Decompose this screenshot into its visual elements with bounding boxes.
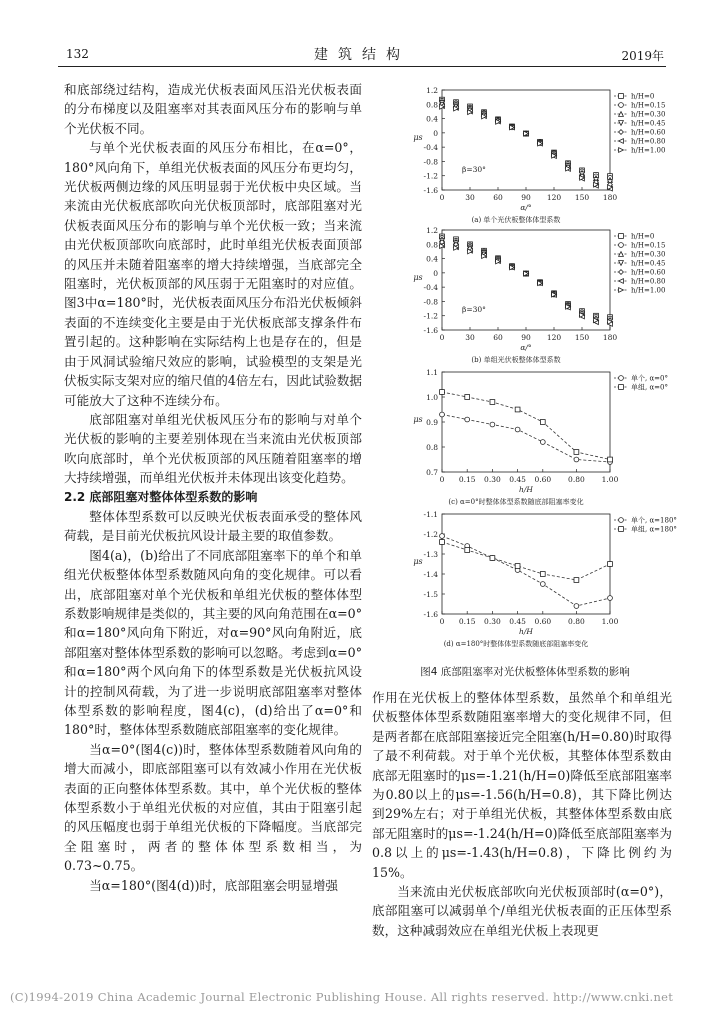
plot-frame xyxy=(442,514,610,614)
x-tick-label: 0.30 xyxy=(484,617,501,626)
panel-title: (a) 单个光伏板整体体型系数 xyxy=(471,216,561,224)
y-tick-label: -1.4 xyxy=(423,570,438,579)
data-point xyxy=(465,417,470,422)
legend-label: h/H=0.15 xyxy=(631,241,666,250)
x-tick-label: 150 xyxy=(574,193,590,202)
x-tick-label: 0.60 xyxy=(534,475,552,484)
legend-label: h/H=1.00 xyxy=(631,286,666,295)
legend-label: h/H=1.00 xyxy=(631,146,666,155)
data-point xyxy=(574,450,579,455)
y-tick-label: -1.6 xyxy=(423,326,438,335)
x-tick-label: 120 xyxy=(546,193,562,202)
data-point xyxy=(440,412,445,417)
x-tick-label: 0.45 xyxy=(509,617,526,626)
data-point xyxy=(465,395,470,400)
legend-marker xyxy=(619,527,624,532)
y-tick-label: 0.4 xyxy=(426,254,438,264)
y-tick-label: -0.8 xyxy=(423,297,438,307)
legend-label: h/H=0.15 xyxy=(631,101,666,110)
x-tick-label: 0 xyxy=(439,475,445,484)
x-axis-label: α/° xyxy=(520,203,532,212)
data-point xyxy=(515,427,520,432)
y-axis-label: μs xyxy=(413,415,423,424)
figure-caption: 图4 底部阻塞率对光伏板整体体型系数的影响 xyxy=(420,666,630,678)
y-tick-label: -1.6 xyxy=(423,186,438,195)
y-tick-label: 0.7 xyxy=(426,468,438,477)
data-point xyxy=(540,572,545,577)
series-line xyxy=(442,392,610,460)
legend-marker xyxy=(619,385,624,390)
y-axis-label: μs xyxy=(413,273,423,282)
legend-marker xyxy=(619,234,624,239)
y-tick-label: 0.8 xyxy=(426,443,438,452)
footer-copyright: (C)1994-2019 China Academic Journal Electronic Publishing House. All rights reserved. http://www.cnki.net xyxy=(10,990,674,1004)
data-point xyxy=(465,548,470,553)
paragraph: 当α=180°(图4(d))时，底部阻塞会明显增强 xyxy=(89,877,339,893)
paragraph: 与单个光伏板表面的风压分布相比，在α=0°，180°风向角下，单组光伏板表面的风压分布更均匀，光伏板两侧边缘的风压明显弱于光伏板中央区域。当来流由光伏板底部吹向光伏板顶部时，底部阻塞对光伏板表面风压分布的影响与单个光伏板一致；当来流由光伏板顶部吹向底部时，此时单组光伏板表面顶部的风压并未随着阻塞率的增大持续增强，当底部完全阻塞时，光伏板顶部的风压弱于无阻塞时的对应值。图3中α=180°时，光伏板表面风压分布沿光伏板倾斜表面的不连续变化主要是由于光伏板底部支撑条件布置引起的。这种影响在实际结构上也是存在的，但是由于风洞试验缩尺效应的影响，试验模型的支架是光伏板实际支架对应的缩尺值的4倍左右，因此试验数据可能放大了这种不连续分布。 xyxy=(64,140,362,408)
x-tick-label: 0 xyxy=(439,193,445,202)
figure-4-svg xyxy=(402,80,677,660)
x-tick-label: 90 xyxy=(521,193,531,202)
legend-marker xyxy=(619,94,624,99)
legend-label: h/H=0.30 xyxy=(631,110,666,119)
data-point xyxy=(574,604,579,609)
left-column xyxy=(64,80,362,895)
legend-label: h/H=0.45 xyxy=(631,119,666,128)
legend-label: 单组, α=180° xyxy=(631,525,677,534)
legend-marker xyxy=(619,288,624,293)
data-point xyxy=(574,578,579,583)
legend-marker xyxy=(619,270,624,275)
x-tick-label: 0 xyxy=(439,617,445,626)
legend-label: 单组, α=0° xyxy=(631,383,668,392)
y-tick-label: 0 xyxy=(433,268,438,278)
legend-marker xyxy=(619,518,624,523)
panel-title: (c) α=0°时整体体型系数随底部阻塞率变化 xyxy=(448,498,584,506)
y-tick-label: -1.6 xyxy=(423,610,438,619)
y-tick-label: 0.8 xyxy=(426,240,438,250)
x-tick-label: 180 xyxy=(602,193,618,202)
data-point xyxy=(608,596,613,601)
y-tick-label: 0.4 xyxy=(426,114,438,124)
legend-label: h/H=0.30 xyxy=(631,250,666,259)
paragraph: 当α=0°(图4(c))时，整体体型系数随着风向角的增大而减小，即底部阻塞可以有效减小作用在光伏板表面的正向整体体型系数。其中，单个光伏板的整体体型系数小于单组光伏板的对应值，其由于阻塞引起的风压幅度也弱于单组光伏板的下降幅度。当底部完全阻塞时，两者的整体体型系数相当，为0.73~0.75。 xyxy=(64,741,362,874)
paragraph: 图4(a)，(b)给出了不同底部阻塞率下的单个和单组光伏板整体体型系数随风向角的变化规律。可以看出，底部阻塞对单个光伏板和单组光伏板的整体体型系数影响规律是类似的，其主要的风向角范围在α=0°和α=180°风向角下附近，对α=90°风向角附近，底部阻塞对整体体型系数的影响可以忽略。考虑到α=0°和α=180°两个风向角下的体型系数是光伏板抗风设计的控制风荷载，为了进一步说明底部阻塞率对整体体型系数的影响程度，图4(c)，(d)给出了α=0°和180°时，整体体型系数随底部阻塞率的变化规律。 xyxy=(64,547,362,738)
x-tick-label: 0.15 xyxy=(458,617,476,626)
journal-title: 建筑结构 xyxy=(314,47,410,63)
y-tick-label: -1.5 xyxy=(423,590,438,599)
y-tick-label: -0.8 xyxy=(423,157,438,167)
legend-label: h/H=0 xyxy=(631,232,655,241)
legend-marker xyxy=(619,279,624,284)
legend-label: h/H=0.80 xyxy=(631,137,666,146)
legend-marker xyxy=(619,148,624,153)
legend-marker xyxy=(619,130,624,135)
legend-label: h/H=0.45 xyxy=(631,259,666,268)
data-point xyxy=(440,540,445,545)
y-tick-label: -1.3 xyxy=(423,550,438,559)
right-column xyxy=(372,688,672,940)
panel-title: (d) α=180°时整体体型系数随底部阻塞率变化 xyxy=(443,640,589,648)
paragraph: 作用在光伏板上的整体体型系数，虽然单个和单组光伏板整体体型系数随阻塞率增大的变化规律不同，但是两者都在底部阻塞接近完全阻塞(h/H=0.80)时取得了最不利荷载。对于单个光伏板，其整体体型系数由底部无阻塞时的μs=-1.21(h/H=0)降低至底部阻塞率为0.80以上的μs=-1.56(h/H=0.8)，其下降比例达到29%左右；对于单组光伏板，其整体体型系数由底部无阻塞时的μs=-1.24(h/H=0)降低至底部阻塞率为0.8以上的μs=-1.43(h/H=0.8)，下降比例约为15%。 xyxy=(372,690,672,880)
x-tick-label: 150 xyxy=(574,333,590,342)
journal-year: 2019年 xyxy=(621,49,664,63)
y-tick-label: 0 xyxy=(433,128,438,138)
y-tick-label: 1.1 xyxy=(426,368,438,377)
y-tick-label: -1.2 xyxy=(423,311,438,321)
x-tick-label: 60 xyxy=(493,333,503,342)
y-tick-label: 1.0 xyxy=(426,393,438,402)
data-point xyxy=(440,390,445,395)
x-tick-label: 60 xyxy=(493,193,503,202)
x-tick-label: 0.45 xyxy=(509,475,526,484)
y-tick-label: 1.2 xyxy=(426,226,438,235)
legend-label: 单个, α=180° xyxy=(631,516,677,525)
y-tick-label: 0.8 xyxy=(426,100,438,110)
x-axis-label: α/° xyxy=(520,343,532,352)
beta-annotation: β=30° xyxy=(462,305,486,314)
section-heading: 2.2 底部阻塞对整体体型系数的影响 xyxy=(64,489,258,504)
x-tick-label: 120 xyxy=(546,333,562,342)
y-tick-label: 0.9 xyxy=(426,418,438,427)
paragraph: 底部阻塞对单组光伏板风压分布的影响与对单个光伏板的影响的主要差别体现在当来流由光伏板顶部吹向底部时，单个光伏板顶部的风压随着阻塞率的增大持续增强，而单组光伏板并未体现出该变化趋势。 xyxy=(64,411,362,486)
x-tick-label: 0.80 xyxy=(568,617,585,626)
data-point xyxy=(515,407,520,412)
paragraph: 当来流由光伏板底部吹向光伏板顶部时(α=0°)，底部阻塞可以减弱单个/单组光伏板表面的正压体型系数，这种减弱效应在单组光伏板上表现更 xyxy=(372,884,672,938)
data-point xyxy=(540,440,545,445)
y-tick-label: -1.1 xyxy=(423,510,438,519)
page-header xyxy=(58,44,666,67)
x-tick-label: 0.60 xyxy=(534,617,552,626)
x-tick-label: 0.80 xyxy=(568,475,585,484)
legend-label: h/H=0 xyxy=(631,92,655,101)
x-tick-label: 0.15 xyxy=(458,475,476,484)
data-point xyxy=(490,422,495,427)
data-point xyxy=(490,556,495,561)
y-axis-label: μs xyxy=(413,133,423,142)
y-tick-label: -1.2 xyxy=(423,171,438,181)
data-point xyxy=(574,457,579,462)
y-tick-label: -1.2 xyxy=(423,530,438,539)
legend-marker xyxy=(619,243,624,248)
legend-label: h/H=0.60 xyxy=(631,268,666,277)
panel-title: (b) 单组光伏板整体体型系数 xyxy=(471,356,561,364)
data-point xyxy=(608,562,613,567)
legend-label: 单个, α=0° xyxy=(631,374,668,383)
paragraph: 和底部绕过结构，造成光伏板表面风压沿光伏板表面的分布梯度以及阻塞率对其表面风压分布的影响与单个光伏板不同。 xyxy=(64,82,362,136)
legend-marker xyxy=(619,376,624,381)
x-tick-label: 1.00 xyxy=(601,617,619,626)
legend-label: h/H=0.80 xyxy=(631,277,666,286)
beta-annotation: β=30° xyxy=(462,165,486,174)
y-tick-label: -0.4 xyxy=(423,283,438,293)
y-tick-label: 1.2 xyxy=(426,86,438,95)
legend-marker xyxy=(619,103,624,108)
legend-label: h/H=0.60 xyxy=(631,128,666,137)
x-tick-label: 30 xyxy=(465,193,475,202)
x-tick-label: 1.00 xyxy=(601,475,619,484)
page-number: 132 xyxy=(66,47,89,61)
data-point xyxy=(540,582,545,587)
paragraph: 整体体型系数可以反映光伏板表面承受的整体风荷载，是目前光伏板抗风设计最主要的取值参数。 xyxy=(64,508,362,544)
x-tick-label: 90 xyxy=(521,333,531,342)
y-axis-label: μs xyxy=(413,557,423,566)
data-point xyxy=(608,457,613,462)
x-tick-label: 0.30 xyxy=(484,475,501,484)
y-tick-label: -0.4 xyxy=(423,143,438,153)
data-point xyxy=(440,534,445,539)
x-tick-label: 180 xyxy=(602,333,618,342)
data-point xyxy=(515,564,520,569)
data-point xyxy=(490,400,495,405)
x-tick-label: 30 xyxy=(465,333,475,342)
x-axis-label: h/H xyxy=(519,485,533,494)
data-point xyxy=(540,420,545,425)
legend-marker xyxy=(619,139,624,144)
x-axis-label: h/H xyxy=(519,627,533,636)
x-tick-label: 0 xyxy=(439,333,445,342)
figure-4 xyxy=(402,80,677,664)
